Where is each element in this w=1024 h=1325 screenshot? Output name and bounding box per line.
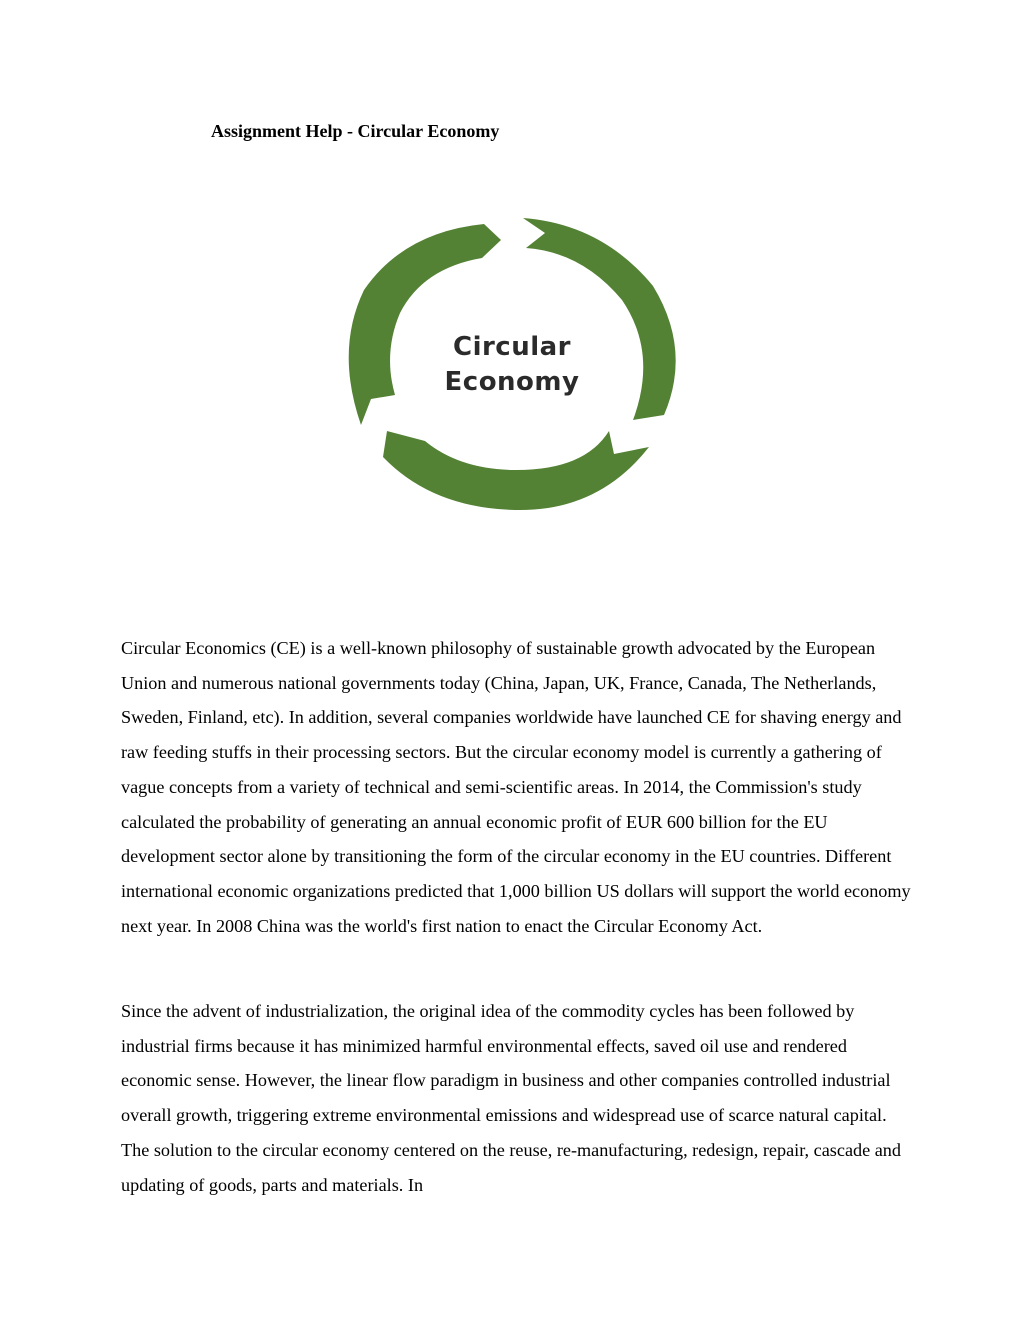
diagram-label (412, 330, 612, 400)
diagram-label-line1: Circular (452, 332, 572, 362)
paragraph-1: Circular Economics (CE) is a well-known philosophy of sustainable growth advocated by the European Union and numerous national governments today (China, Japan, UK, France, Canada, The Netherlands, Sweden, Finland, etc). In addition, several companies worldwide have launched CE for shaving energy and raw feeding stuffs in their processing sectors. But the circular economy model is currently a gathering of vague concepts from a variety of technical and semi-scientific areas. In 2014, the Commission's study calculated the probability of generating an annual economic profit of EUR 600 billion for the EU development sector alone by transitioning the form of the circular economy in the EU countries. Different international economic organizations predicted that 1,000 billion US dollars will support the world economy next year. In 2008 China was the world's first nation to enact the Circular Economy Act. (121, 638, 911, 936)
diagram-label-line2: Economy (444, 367, 580, 397)
document-title: Assignment Help - Circular Economy (211, 121, 500, 141)
cycle-arrow-bottom (383, 431, 649, 510)
paragraph-2: Since the advent of industrialization, the original idea of the commodity cycles has been followed by industrial firms because it has minimized harmful environmental effects, saved oil use and rendered economic sense. However, the linear flow paradigm in business and other companies controlled industrial overall growth, triggering extreme environmental emissions and widespread use of scarce natural capital. The solution to the circular economy centered on the reuse, re-manufacturing, redesign, repair, cascade and updating of goods, parts and materials. In (121, 1001, 901, 1195)
circular-economy-diagram (340, 212, 684, 512)
